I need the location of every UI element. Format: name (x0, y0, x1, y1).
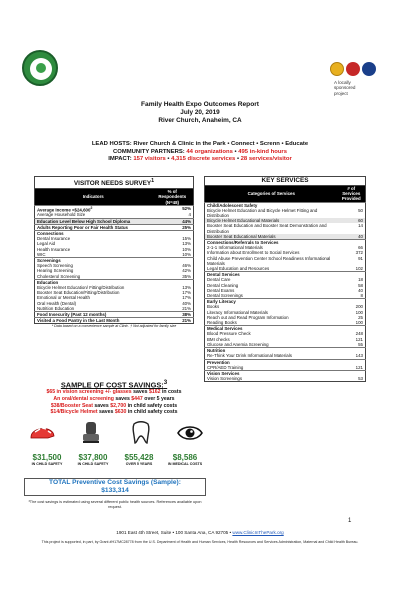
survey-percent: 4 (188, 212, 191, 218)
survey-indicator: Emotional or Mental Health (37, 295, 90, 301)
sponsor-logo-3 (362, 62, 376, 76)
service-category: Vision Screenings (207, 376, 243, 382)
cost-savings-note: ³The cost savings is estimated using several different public health sources. References available upon request. (28, 500, 202, 509)
survey-percent: 21% (182, 305, 191, 311)
service-category: Dental Care (207, 277, 231, 283)
saving-amount: $31,500 IN CHILD SAFETY (31, 453, 63, 466)
service-count: 55 (358, 341, 363, 347)
survey-percent: 52% (152, 205, 194, 212)
service-category: Reading Books (207, 320, 237, 326)
service-count: 53 (358, 376, 363, 382)
survey-percent: 46% (182, 263, 191, 269)
survey-percent: 15% (182, 236, 191, 242)
col-indicators: Indicators (35, 189, 152, 206)
service-count: 66 (358, 245, 363, 251)
service-count: 25 (358, 314, 363, 320)
service-category: Nutrition (205, 348, 338, 354)
survey-indicator: Speech Screening (37, 263, 73, 269)
survey-indicator: WIC (37, 251, 46, 257)
survey-indicator: Dental Insurance (37, 236, 71, 242)
service-count: 143 (355, 353, 363, 359)
survey-percent: 40% (182, 300, 191, 306)
service-category: 2-1-1 Informational Materials (207, 245, 263, 251)
survey-percent: 35% (182, 273, 191, 279)
service-category: Early Literacy (205, 299, 338, 305)
service-category: Booster Seat Educational Materials (205, 234, 338, 240)
service-count: 14 (358, 223, 363, 229)
saving-amount: $8,586 IN MEDICAL COSTS (167, 453, 203, 466)
survey-percent: 42% (182, 268, 191, 274)
col-categories: Categories of Services (205, 186, 338, 203)
sponsor-logo-2 (346, 62, 360, 76)
lead-summary (0, 141, 400, 164)
service-count: 248 (355, 331, 363, 337)
service-count: 372 (355, 250, 363, 256)
report-header (0, 100, 400, 125)
service-count: 8 (360, 293, 363, 299)
service-count: 58 (358, 282, 363, 288)
survey-indicator: Nutrition Education (37, 305, 75, 311)
service-count: 60 (338, 218, 366, 223)
survey-indicator: Adults Reporting Poor or Fair Health Status (35, 224, 152, 230)
sample-title: SAMPLE OF COST SAVINGS:$^3$ (60, 379, 168, 390)
service-category: Glucose and Anemia Screening (207, 341, 269, 347)
key-services (204, 176, 366, 382)
service-category: Dental Cleaning (207, 282, 239, 288)
savings-line: $65 in vision screening +/- glasses saves $162 in costs (46, 389, 182, 396)
service-count: 91 (358, 255, 363, 261)
service-count: 200 (355, 304, 363, 310)
survey-percent: 17% (182, 295, 191, 301)
report-title: Family Health Expo Outcomes Report (141, 101, 259, 108)
eye-icon (176, 421, 204, 445)
saving-amount: $37,800 IN CHILD SAFETY (77, 453, 109, 466)
survey-indicator: Screenings (35, 258, 152, 264)
service-category: Re-Think Your Drink Informational Materials (207, 353, 292, 359)
service-row (205, 256, 366, 266)
col-services-count: # of Services Provided (338, 186, 366, 203)
service-category: Reach out and Read Program Information (207, 314, 289, 320)
survey-percent: 25% (152, 224, 194, 230)
survey-indicator: Connections (35, 231, 152, 237)
service-category: Blood Pressure Check (207, 331, 251, 337)
sponsor-logo-1 (330, 62, 344, 76)
logo-tree-icon (36, 63, 46, 73)
key-services-title: KEY SERVICES (204, 176, 366, 185)
survey-percent: 13% (182, 241, 191, 247)
bicycle-helmet-icon (28, 421, 56, 445)
savings-line: $14/Bicycle Helmet saves $630 in child safety costs (50, 409, 178, 416)
sponsor-caption: A locally sponsored project (334, 80, 356, 96)
total-savings-value: $133,314 (101, 487, 129, 494)
grant-statement: This project is supported, in part, by Grant #H17MC28778 from the U.S. Department of Health and Human Services, Health Resources and Services Administration, Maternal and Child Health Bureau. (41, 540, 359, 544)
service-count: 100 (355, 320, 363, 326)
survey-indicator: Cholesterol Screening (37, 273, 81, 279)
lead-hosts: LEAD HOSTS: River Church & Clinic in the Park • Connect • Screnn • Educate (91, 141, 309, 147)
service-category: Dental Services (205, 272, 338, 278)
service-category: Legal Education and Resources (207, 266, 270, 272)
community-partners: COMMUNITY PARTNERS: 44 organizations • 495 in-kind hours (112, 148, 288, 155)
impact-line: IMPACT: 157 visitors • 4,315 discrete services • 28 services/visitor (108, 156, 292, 163)
service-count: 50 (358, 207, 363, 213)
service-category: Child Abuse Prevention Center School Readiness Informational Materials (207, 255, 331, 266)
survey-indicator: Education (35, 279, 152, 285)
service-category: Dental Screenings (207, 293, 243, 299)
service-category: Bicycle Helmet Education and Bicycle Helmet Fitting and Distribution (207, 207, 318, 219)
saving-amount: $55,428 OVER 5 YEARS (124, 453, 154, 466)
survey-row (35, 318, 194, 324)
survey-indicator: Legal Aid (37, 241, 56, 247)
survey-indicator: Bicycle Helmet Education/ Fitting/Distribution (37, 285, 125, 291)
service-count: 121 (355, 364, 363, 370)
service-category: Books (207, 304, 220, 310)
service-category: Prevention (205, 359, 338, 365)
key-services-table (204, 185, 366, 382)
service-count: 102 (355, 266, 363, 272)
survey-indicator: Health Insurance (37, 246, 71, 252)
service-count: 100 (355, 309, 363, 315)
sponsor-logos (330, 62, 376, 76)
savings-amounts (24, 453, 208, 466)
clinic-in-the-park-logo (22, 50, 58, 86)
service-category: Child/Adolescent Safety (205, 202, 338, 208)
service-category: Booster Seat Education and Booster Seat Demonstration and Distribution (207, 223, 327, 234)
visitor-survey-title: VISITOR NEEDS SURVEY$^1$ (34, 176, 194, 188)
total-savings-label: TOTAL Preventive Cost Savings (Sample): (49, 479, 181, 486)
service-row (205, 223, 366, 233)
service-category: Dental Exams (207, 287, 235, 293)
report-date: July 20, 2019 (180, 109, 220, 116)
survey-percent: 10% (182, 251, 191, 257)
service-category: Literacy Informational Materials (207, 309, 269, 315)
service-count: 40 (338, 234, 366, 240)
survey-percent: 38% (152, 312, 194, 318)
survey-percent: 44% (152, 218, 194, 224)
survey-row (35, 205, 194, 212)
survey-percent: 17% (182, 290, 191, 296)
survey-percent: 21% (152, 318, 194, 324)
visitor-survey-table (34, 188, 194, 324)
footer-address: 1901 East 4th Street, Suite • 100 Santa Ana, CA 92705 • www.ClinicInThePark.org (116, 530, 284, 535)
survey-indicator: Average Household Size (37, 212, 86, 218)
survey-indicator: Oral Health (Dental) (37, 300, 77, 306)
booster-seat-icon (77, 421, 105, 445)
service-count: 121 (355, 336, 363, 342)
service-category: Medical Services (205, 326, 338, 332)
service-category: Bicycle Helmet Educational Materials (205, 218, 338, 223)
col-respondents: % of Respondents (N=48) (152, 189, 194, 206)
page-number: 1 (348, 518, 352, 524)
survey-indicator: Visited a Food Pantry in the Last Month (35, 318, 152, 324)
service-category: CPR/AED Training (207, 364, 244, 370)
survey-indicator: Average Income $<\$24,600^2$ (35, 205, 152, 212)
service-category: BMI checks (207, 336, 230, 342)
total-savings-box (24, 478, 206, 496)
service-row (205, 208, 366, 218)
survey-indicator: Education Level Below High School Diploma (35, 218, 152, 224)
cost-savings-sample (24, 378, 204, 416)
savings-icons (28, 421, 204, 445)
service-row (205, 376, 366, 382)
service-category: Information about Enrollment to Social Services (207, 250, 300, 256)
savings-line: An oral/dental screening saves $447 over 5 years (53, 396, 175, 403)
savings-line: $38/Booster Seat saves $2,700 in child safety costs (50, 402, 178, 409)
survey-indicator: Booster Seat Education/Fitting/Distribution (37, 290, 120, 296)
survey-percent: 13% (182, 285, 191, 291)
service-category: Connections/Referrals to Services (205, 240, 338, 246)
visitor-needs-survey (34, 176, 194, 329)
website-link[interactable]: www.ClinicInThePark.org (232, 530, 284, 535)
survey-note: * Data based on a convenience sample at Clinic. † Not adjusted for family size (51, 324, 177, 329)
tooth-icon (127, 421, 155, 445)
report-location: River Church, Anaheim, CA (158, 117, 242, 124)
survey-indicator: Hearing Screening (37, 268, 74, 274)
survey-indicator: Food Insecurity (Past 12 months) (35, 312, 152, 318)
service-category: Vision Services (205, 370, 338, 376)
service-count: 18 (358, 277, 363, 283)
service-count: 40 (358, 287, 363, 293)
survey-percent: 10% (182, 246, 191, 252)
